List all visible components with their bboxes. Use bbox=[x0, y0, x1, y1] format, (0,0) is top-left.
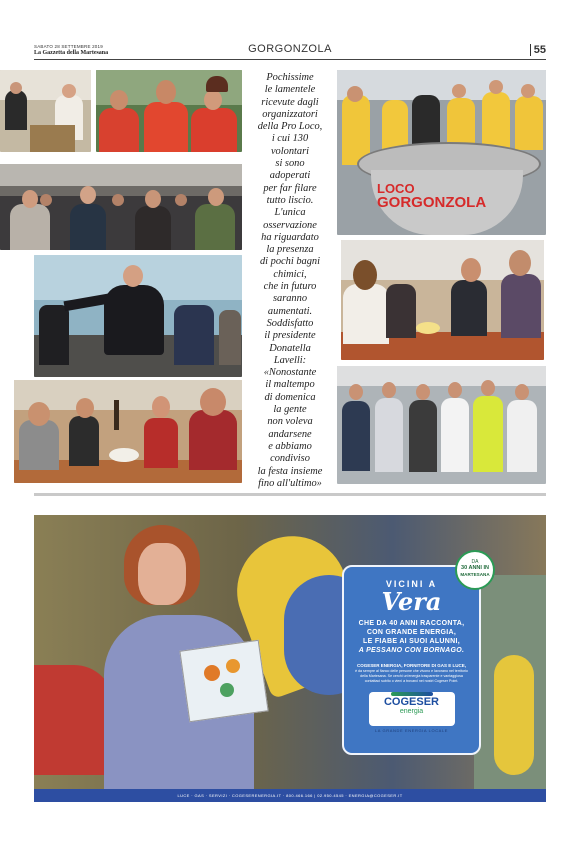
ad-body-text bbox=[344, 619, 479, 655]
pan-text-loco: LOCO bbox=[377, 181, 415, 196]
header-separator bbox=[530, 44, 531, 56]
article-line: i cui 130 bbox=[271, 133, 309, 145]
page-number: 55 bbox=[533, 44, 546, 56]
article-line: «Nonostante bbox=[263, 367, 317, 379]
article-text bbox=[252, 72, 328, 490]
header-date: SABATO 28 SETTEMBRE 2019 bbox=[34, 44, 103, 49]
article-line: tutto liscio. bbox=[266, 194, 314, 206]
article-line: saranno bbox=[272, 293, 308, 305]
article-line: fino all'ultimo» bbox=[258, 477, 322, 489]
article-line: Soddisfatto bbox=[266, 317, 314, 329]
article-line: Donatella bbox=[269, 342, 311, 354]
article-line: andarsene bbox=[268, 428, 312, 440]
article-line: ricevute dagli bbox=[261, 96, 319, 108]
anniversary-badge bbox=[455, 550, 495, 590]
photo-volunteers-red-jackets bbox=[96, 70, 242, 152]
article-line: ha riguardato bbox=[261, 231, 319, 243]
photo-people-at-table bbox=[0, 70, 91, 152]
article-line: adoperati bbox=[269, 170, 311, 182]
ad-tagline: LA GRANDE ENERGIA LOCALE bbox=[374, 728, 449, 733]
article-line: Lavelli: bbox=[273, 354, 307, 366]
cogeser-logo bbox=[369, 692, 455, 726]
photo-crowd bbox=[0, 164, 242, 250]
photo-women-at-table bbox=[341, 240, 544, 360]
article-line: le lamentele bbox=[264, 84, 316, 96]
ad-small-text: è da sempre al fianco delle persone che vivono e lavorano nel territorio della Martesana. Se cerchi un'energia trasparente e vantaggiosa contattaci subito o vieni a trovarci nei nostri Cogeser Point. bbox=[355, 669, 468, 683]
article-line: aumentati. bbox=[267, 305, 313, 317]
ad-body-line: CHE DA 40 ANNI RACCONTA, bbox=[358, 620, 465, 627]
photo-martial-arts-kids bbox=[34, 255, 242, 377]
article-line: e abbiamo bbox=[268, 440, 312, 452]
newspaper-name: La Gazzetta della Martesana bbox=[34, 50, 109, 56]
photo-friends-at-table bbox=[14, 380, 242, 483]
badge-line3: MARTESANA bbox=[460, 572, 490, 577]
logo-sub: energia bbox=[399, 708, 424, 715]
photo-staff-group bbox=[337, 366, 546, 484]
article-line: della Pro Loco, bbox=[257, 121, 323, 133]
article-line: il maltempo bbox=[265, 379, 315, 391]
article-line: organizzatori bbox=[262, 108, 318, 120]
article-line: volontari bbox=[270, 145, 310, 157]
article-line: il presidente bbox=[264, 330, 316, 342]
article-line: si sono bbox=[275, 158, 305, 170]
ad-footer-bar: LUCE · GAS · SERVIZI · COGESERENERGIA.IT · 800.466.166 | 02.950.4545 · ENERGIA@COGESER.IT bbox=[34, 789, 546, 802]
ad-headline-script: Vera bbox=[381, 587, 442, 616]
ad-headline-top: VICINI A bbox=[385, 579, 438, 589]
photo-giant-pan-volunteers bbox=[337, 70, 546, 235]
header-rule bbox=[34, 59, 546, 60]
article-line: L'unica bbox=[274, 207, 306, 219]
ad-body-line: CON GRANDE ENERGIA, bbox=[366, 629, 457, 636]
article-line: di pochi bagni bbox=[259, 256, 321, 268]
ad-body-line: A PESSANO CON BORNAGO. bbox=[358, 647, 465, 654]
article-line: che in futuro bbox=[263, 281, 317, 293]
article-line: la gente bbox=[273, 404, 307, 416]
ad-body-line: LE FIABE AI SUOI ALUNNI, bbox=[363, 638, 460, 645]
article-line: osservazione bbox=[263, 219, 317, 231]
badge-line2: 30 ANNI IN bbox=[461, 565, 489, 571]
section-title: GORGONZOLA bbox=[248, 43, 332, 55]
pan-text-gorgonzola: GORGONZOLA bbox=[377, 194, 487, 211]
article-line: la festa insieme bbox=[257, 465, 323, 477]
article-line: Pochissime bbox=[266, 72, 314, 83]
ad-message-card bbox=[342, 565, 481, 755]
ad-small-title: COGESER ENERGIA, FORNITORE DI GAS E LUCE, bbox=[357, 663, 466, 668]
article-line: condiviso bbox=[270, 453, 310, 465]
logo-name: COGESER bbox=[383, 696, 439, 708]
article-line: non voleva bbox=[267, 416, 313, 428]
section-divider bbox=[34, 493, 546, 496]
article-line: la presenza bbox=[266, 244, 314, 256]
article-line: chimici, bbox=[273, 268, 307, 280]
badge-line1: DA bbox=[471, 559, 479, 565]
article-line: di domenica bbox=[264, 391, 316, 403]
article-line: per far filare bbox=[263, 182, 317, 194]
